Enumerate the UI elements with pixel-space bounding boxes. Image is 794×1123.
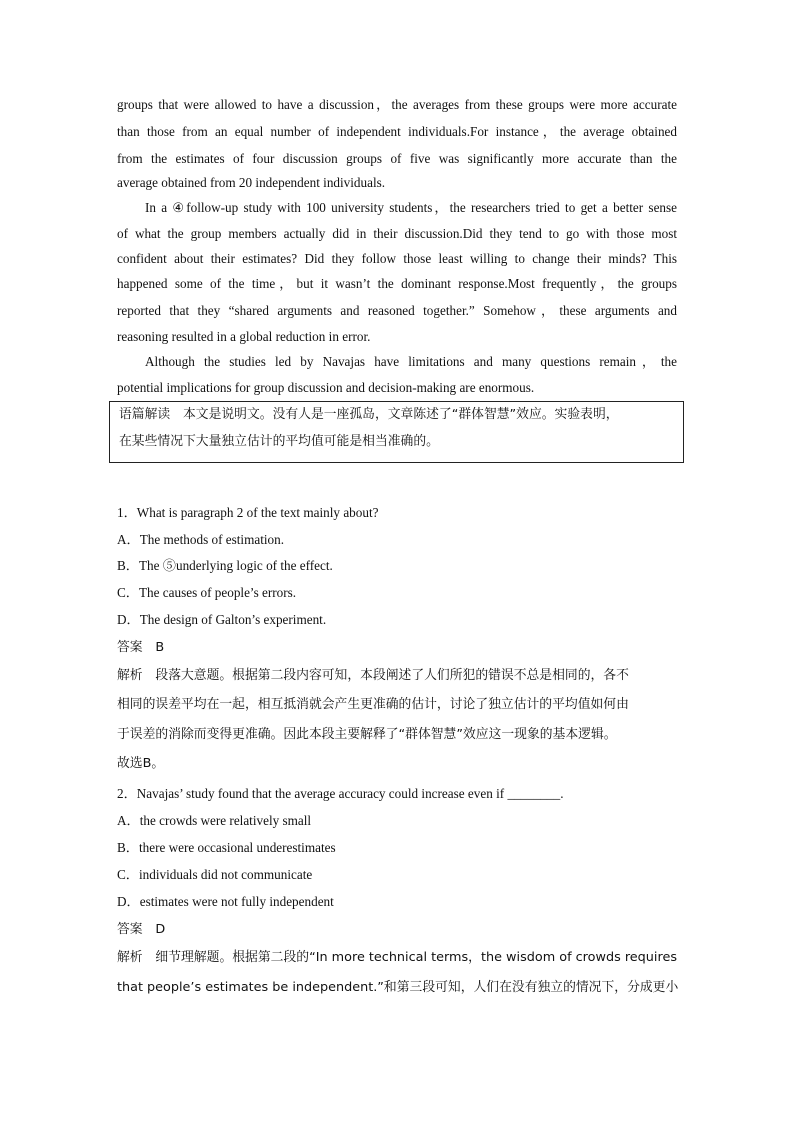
summary-line: 语篇解读 本文是说明文。没有人是一座孤岛，文章陈述了“群体智慧”效应。实验表明， xyxy=(119,407,619,422)
option-a: A．the crowds were relatively small xyxy=(117,813,312,828)
passage-line: confident about their estimates? Did they follow those least willing to change their minds? This xyxy=(117,251,677,266)
passage-line: than those from an equal number of independent individuals.For instance，the average obtained xyxy=(117,124,677,139)
analysis-line: 相同的误差平均在一起，相互抵消就会产生更准确的估计，讨论了独立估计的平均值如何由 xyxy=(117,697,629,712)
analysis-line: 于误差的消除而变得更准确。因此本段主要解释了“群体智慧”效应这一现象的基本逻辑。 xyxy=(117,727,617,742)
passage-line: happened some of the time，but it wasn’t the dominant response.Most frequently，the groups xyxy=(117,276,677,291)
passage-line: reasoning resulted in a global reduction in error. xyxy=(117,329,371,344)
passage-line: Although the studies led by Navajas have limitations and many questions remain，the xyxy=(145,354,677,369)
passage-line: from the estimates of four discussion groups of five was significantly more accurate than the xyxy=(117,151,677,166)
analysis-line: 解析 细节理解题。根据第二段的“In more technical terms，the wisdom of crowds requires xyxy=(117,950,677,965)
option-d: D．estimates were not fully independent xyxy=(117,894,334,909)
passage-line: of what the group members actually did in their discussion.Did they tend to go with those most xyxy=(117,226,677,241)
option-a: A．The methods of estimation. xyxy=(117,532,285,547)
passage-line: potential implications for group discussion and decision-making are enormous. xyxy=(117,380,535,395)
passage-line: In a ④follow-up study with 100 university students，the researchers tried to get a better sense xyxy=(145,200,677,215)
option-c: C．individuals did not communicate xyxy=(117,867,313,882)
question-stem: 1．What is paragraph 2 of the text mainly about? xyxy=(117,505,379,520)
passage-line: groups that were allowed to have a discussion，the averages from these groups were more accurate xyxy=(117,97,677,112)
passage-line: average obtained from 20 independent individuals. xyxy=(117,175,386,190)
option-d: D．The design of Galton’s experiment. xyxy=(117,612,327,627)
option-b: B．there were occasional underestimates xyxy=(117,840,336,855)
question-stem: 2．Navajas’ study found that the average accuracy could increase even if ________. xyxy=(117,786,564,801)
answer: 答案 D xyxy=(117,922,166,937)
option-b: B．The ⑤underlying logic of the effect. xyxy=(117,558,333,573)
passage-line: reported that they “shared arguments and reasoned together.” Somehow，these arguments and xyxy=(117,303,677,318)
summary-box xyxy=(109,401,684,463)
analysis-line: that people’s estimates be independent.”和第三段可知，人们在没有独立的情况下，分成更小 xyxy=(117,980,679,995)
summary-line: 在某些情况下大量独立估计的平均值可能是相当准确的。 xyxy=(119,434,439,449)
answer: 答案 B xyxy=(117,640,165,655)
analysis-line: 故选B。 xyxy=(117,756,165,771)
analysis-line: 解析 段落大意题。根据第二段内容可知，本段阐述了人们所犯的错误不总是相同的，各不 xyxy=(117,668,629,683)
option-c: C．The causes of people’s errors. xyxy=(117,585,297,600)
